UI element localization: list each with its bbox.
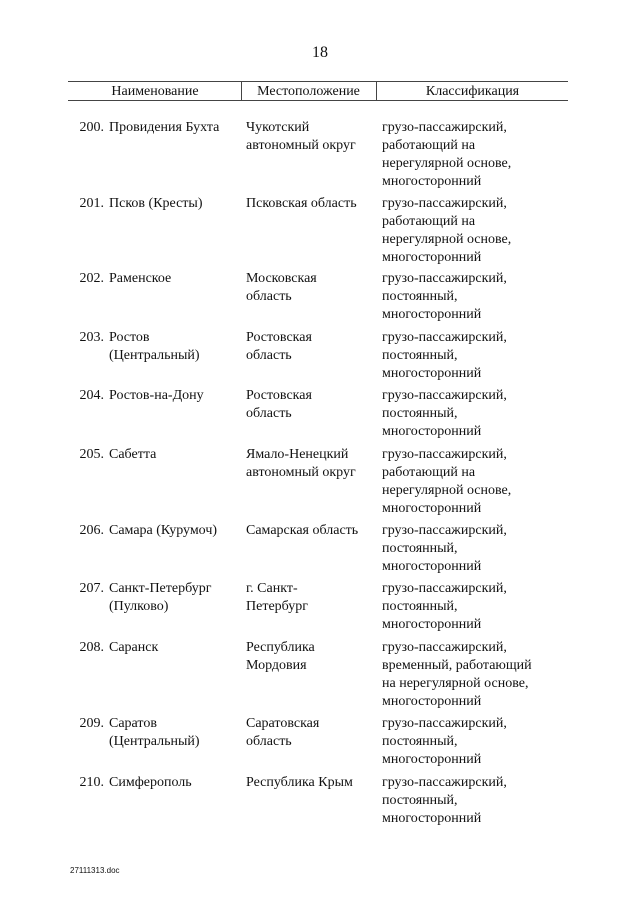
airport-classification: грузо-пассажирский, постоянный, многосторонний	[382, 716, 507, 767]
airport-name: Саранск	[109, 640, 159, 655]
airport-location: Саратовская область	[246, 716, 320, 749]
document-footer-filename: 27111313.doc	[70, 866, 120, 875]
airport-location: г. Санкт- Петербург	[246, 581, 308, 614]
airport-location: Республика Мордовия	[246, 640, 315, 673]
airport-classification: грузо-пассажирский, постоянный, многосторонний	[382, 388, 507, 439]
airport-name: Провидения Бухта	[109, 120, 220, 135]
airport-location: Псковская область	[246, 196, 357, 211]
row-number: 205.	[79, 447, 104, 462]
airport-name: Ростов-на-Дону	[109, 388, 204, 403]
airport-location: Чукотский автономный округ	[246, 120, 356, 153]
airport-name: Ростов (Центральный)	[109, 330, 200, 363]
airport-classification: грузо-пассажирский, постоянный, многосторонний	[382, 523, 507, 574]
airport-classification: грузо-пассажирский, работающий на нерегулярной основе, многосторонний	[382, 196, 512, 265]
row-number: 202.	[79, 271, 104, 286]
airport-name: Саратов (Центральный)	[109, 716, 200, 749]
row-number: 203.	[79, 330, 104, 345]
row-number: 209.	[79, 716, 104, 731]
row-number: 201.	[79, 196, 104, 211]
page-number: 18	[312, 44, 328, 61]
row-number: 204.	[79, 388, 104, 403]
column-header-location: Местоположение	[257, 84, 360, 99]
column-header-classification: Классификация	[425, 84, 520, 99]
airport-classification: грузо-пассажирский, постоянный, многосторонний	[382, 271, 507, 322]
airport-classification: грузо-пассажирский, работающий на нерегулярной основе, многосторонний	[382, 120, 512, 189]
airport-location: Республика Крым	[246, 775, 353, 790]
airport-classification: грузо-пассажирский, постоянный, многосторонний	[382, 330, 507, 381]
airport-location: Ростовская область	[246, 388, 312, 421]
airport-name: Сабетта	[109, 447, 157, 462]
airport-name: Самара (Курумоч)	[109, 523, 218, 538]
airport-classification: грузо-пассажирский, работающий на нерегулярной основе, многосторонний	[382, 447, 512, 516]
airport-classification: грузо-пассажирский, временный, работающий на нерегулярной основе, многосторонний	[382, 640, 532, 709]
airport-name: Симферополь	[109, 775, 192, 790]
airport-name: Санкт-Петербург (Пулково)	[109, 581, 212, 614]
airport-classification: грузо-пассажирский, постоянный, многосторонний	[382, 581, 507, 632]
row-number: 207.	[79, 581, 104, 596]
row-number: 200.	[79, 120, 104, 135]
airport-location: Московская область	[246, 271, 317, 304]
airport-classification: грузо-пассажирский, постоянный, многосторонний	[382, 775, 507, 826]
airport-location: Самарская область	[246, 523, 359, 538]
airport-location: Ростовская область	[246, 330, 312, 363]
row-number: 210.	[79, 775, 104, 790]
airport-name: Псков (Кресты)	[109, 196, 203, 211]
airport-name: Раменское	[109, 271, 172, 286]
airport-location: Ямало-Ненецкий автономный округ	[246, 447, 356, 480]
row-number: 206.	[79, 523, 104, 538]
row-number: 208.	[79, 640, 104, 655]
column-header-name: Наименование	[111, 84, 199, 99]
